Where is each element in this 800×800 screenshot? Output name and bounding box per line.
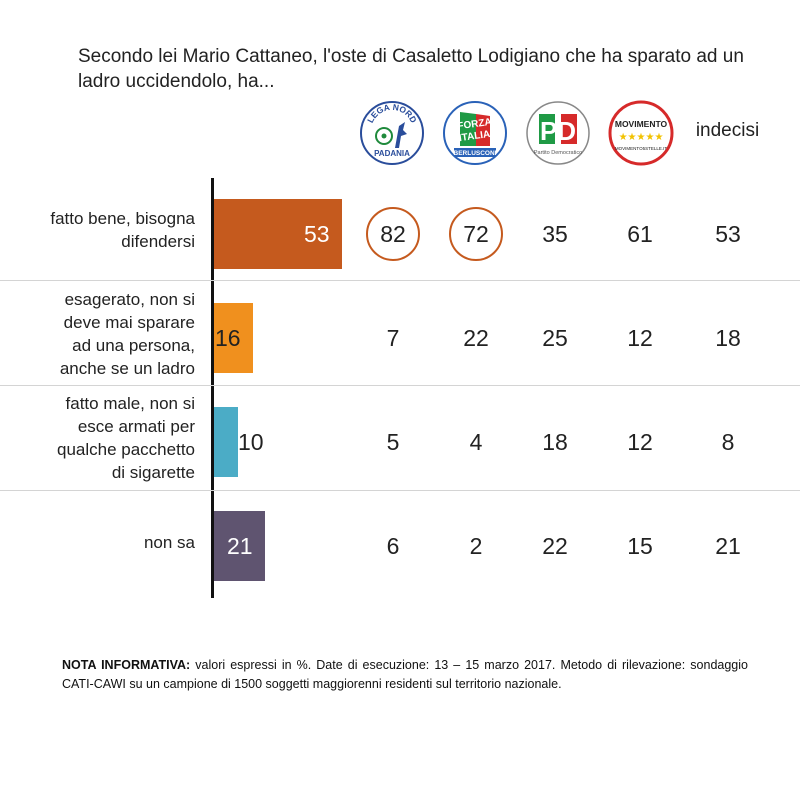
table-cell: 25: [542, 325, 568, 351]
table-cell: 18: [715, 325, 741, 351]
logo-fi-line3: BERLUSCONI: [453, 150, 497, 157]
movimento-5-stelle-logo: [608, 100, 674, 166]
row-label-line: qualche pacchetto: [57, 440, 195, 459]
row-label: [0, 386, 195, 490]
chart-title: Secondo lei Mario Cattaneo, l'oste di Casaletto Lodigiano che ha sparato ad un ladro uccidendolo, ha...: [78, 46, 744, 92]
row-label-line: esagerato, non si: [64, 290, 195, 309]
bar: [214, 407, 238, 477]
logo-fi-line1: FORZA: [456, 116, 493, 133]
logo-m5s-line1: MOVIMENTO: [614, 119, 668, 129]
row-label-line: difendersi: [121, 232, 195, 251]
table-cell: 53: [715, 221, 741, 247]
logo-fi-line2: ITALIA: [458, 128, 492, 145]
table-cell: 5: [386, 429, 400, 455]
row-label: [0, 178, 195, 282]
row-label-line: anche se un ladro: [59, 359, 195, 378]
logo-m5s-line2: ★★★★★: [618, 132, 664, 143]
table-cell: 72: [463, 221, 489, 247]
forza-italia-logo: [442, 100, 508, 166]
info-note: [62, 656, 748, 694]
table-cell: 21: [715, 533, 741, 559]
row-label-line: fatto bene, bisogna: [50, 209, 195, 228]
pd-logo: [525, 100, 591, 166]
bar-value-label: 16: [215, 325, 241, 351]
table-cell: 82: [380, 221, 406, 247]
table-cell: 8: [721, 429, 735, 455]
logo-lega-line1: LEGA NORD: [365, 101, 419, 125]
row-label-line: deve mai sparare: [63, 313, 195, 332]
lega-nord-logo: [359, 100, 425, 166]
row-label-line: di sigarette: [111, 463, 195, 482]
row-label-line: non sa: [143, 532, 195, 552]
table-cell: 7: [386, 325, 400, 351]
row-label-line: ad una persona,: [72, 336, 195, 355]
table-cell: 15: [627, 533, 653, 559]
table-cell: 12: [627, 325, 653, 351]
bar-value-label: 53: [304, 221, 330, 247]
table-cell: 22: [542, 533, 568, 559]
table-cell: 35: [542, 221, 568, 247]
row-label-line: fatto male, non si: [65, 394, 195, 413]
logo-pd-line2: Partito Democratico: [533, 150, 583, 156]
table-cell: 12: [627, 429, 653, 455]
bar-value-label: 10: [238, 429, 264, 455]
note-label: NOTA INFORMATIVA:: [62, 658, 191, 672]
table-cell: 2: [469, 533, 483, 559]
indecisi-header: indecisi: [695, 120, 760, 141]
table-cell: 22: [463, 325, 489, 351]
logo-m5s-line3: MOVIMENTO5STELLE.IT: [614, 146, 668, 151]
bar-value-label: 21: [227, 533, 253, 559]
table-cell: 61: [627, 221, 653, 247]
table-cell: 18: [542, 429, 568, 455]
row-label-line: esce armati per: [77, 417, 195, 436]
note-text: valori espressi in %. Date di esecuzione: 13 – 15 marzo 2017. Metodo di rilevazione: sondaggio CATI-CAWI su un campione di 1500 soggetti maggiorenni residenti sul territorio nazionale.: [62, 658, 748, 691]
table-cell: 6: [386, 533, 400, 559]
logo-lega-line2: PADANIA: [374, 149, 410, 158]
row-label: [0, 490, 195, 594]
table-cell: 4: [469, 429, 483, 455]
row-label: [0, 282, 195, 386]
logo-pd-line1: PD: [539, 116, 577, 146]
